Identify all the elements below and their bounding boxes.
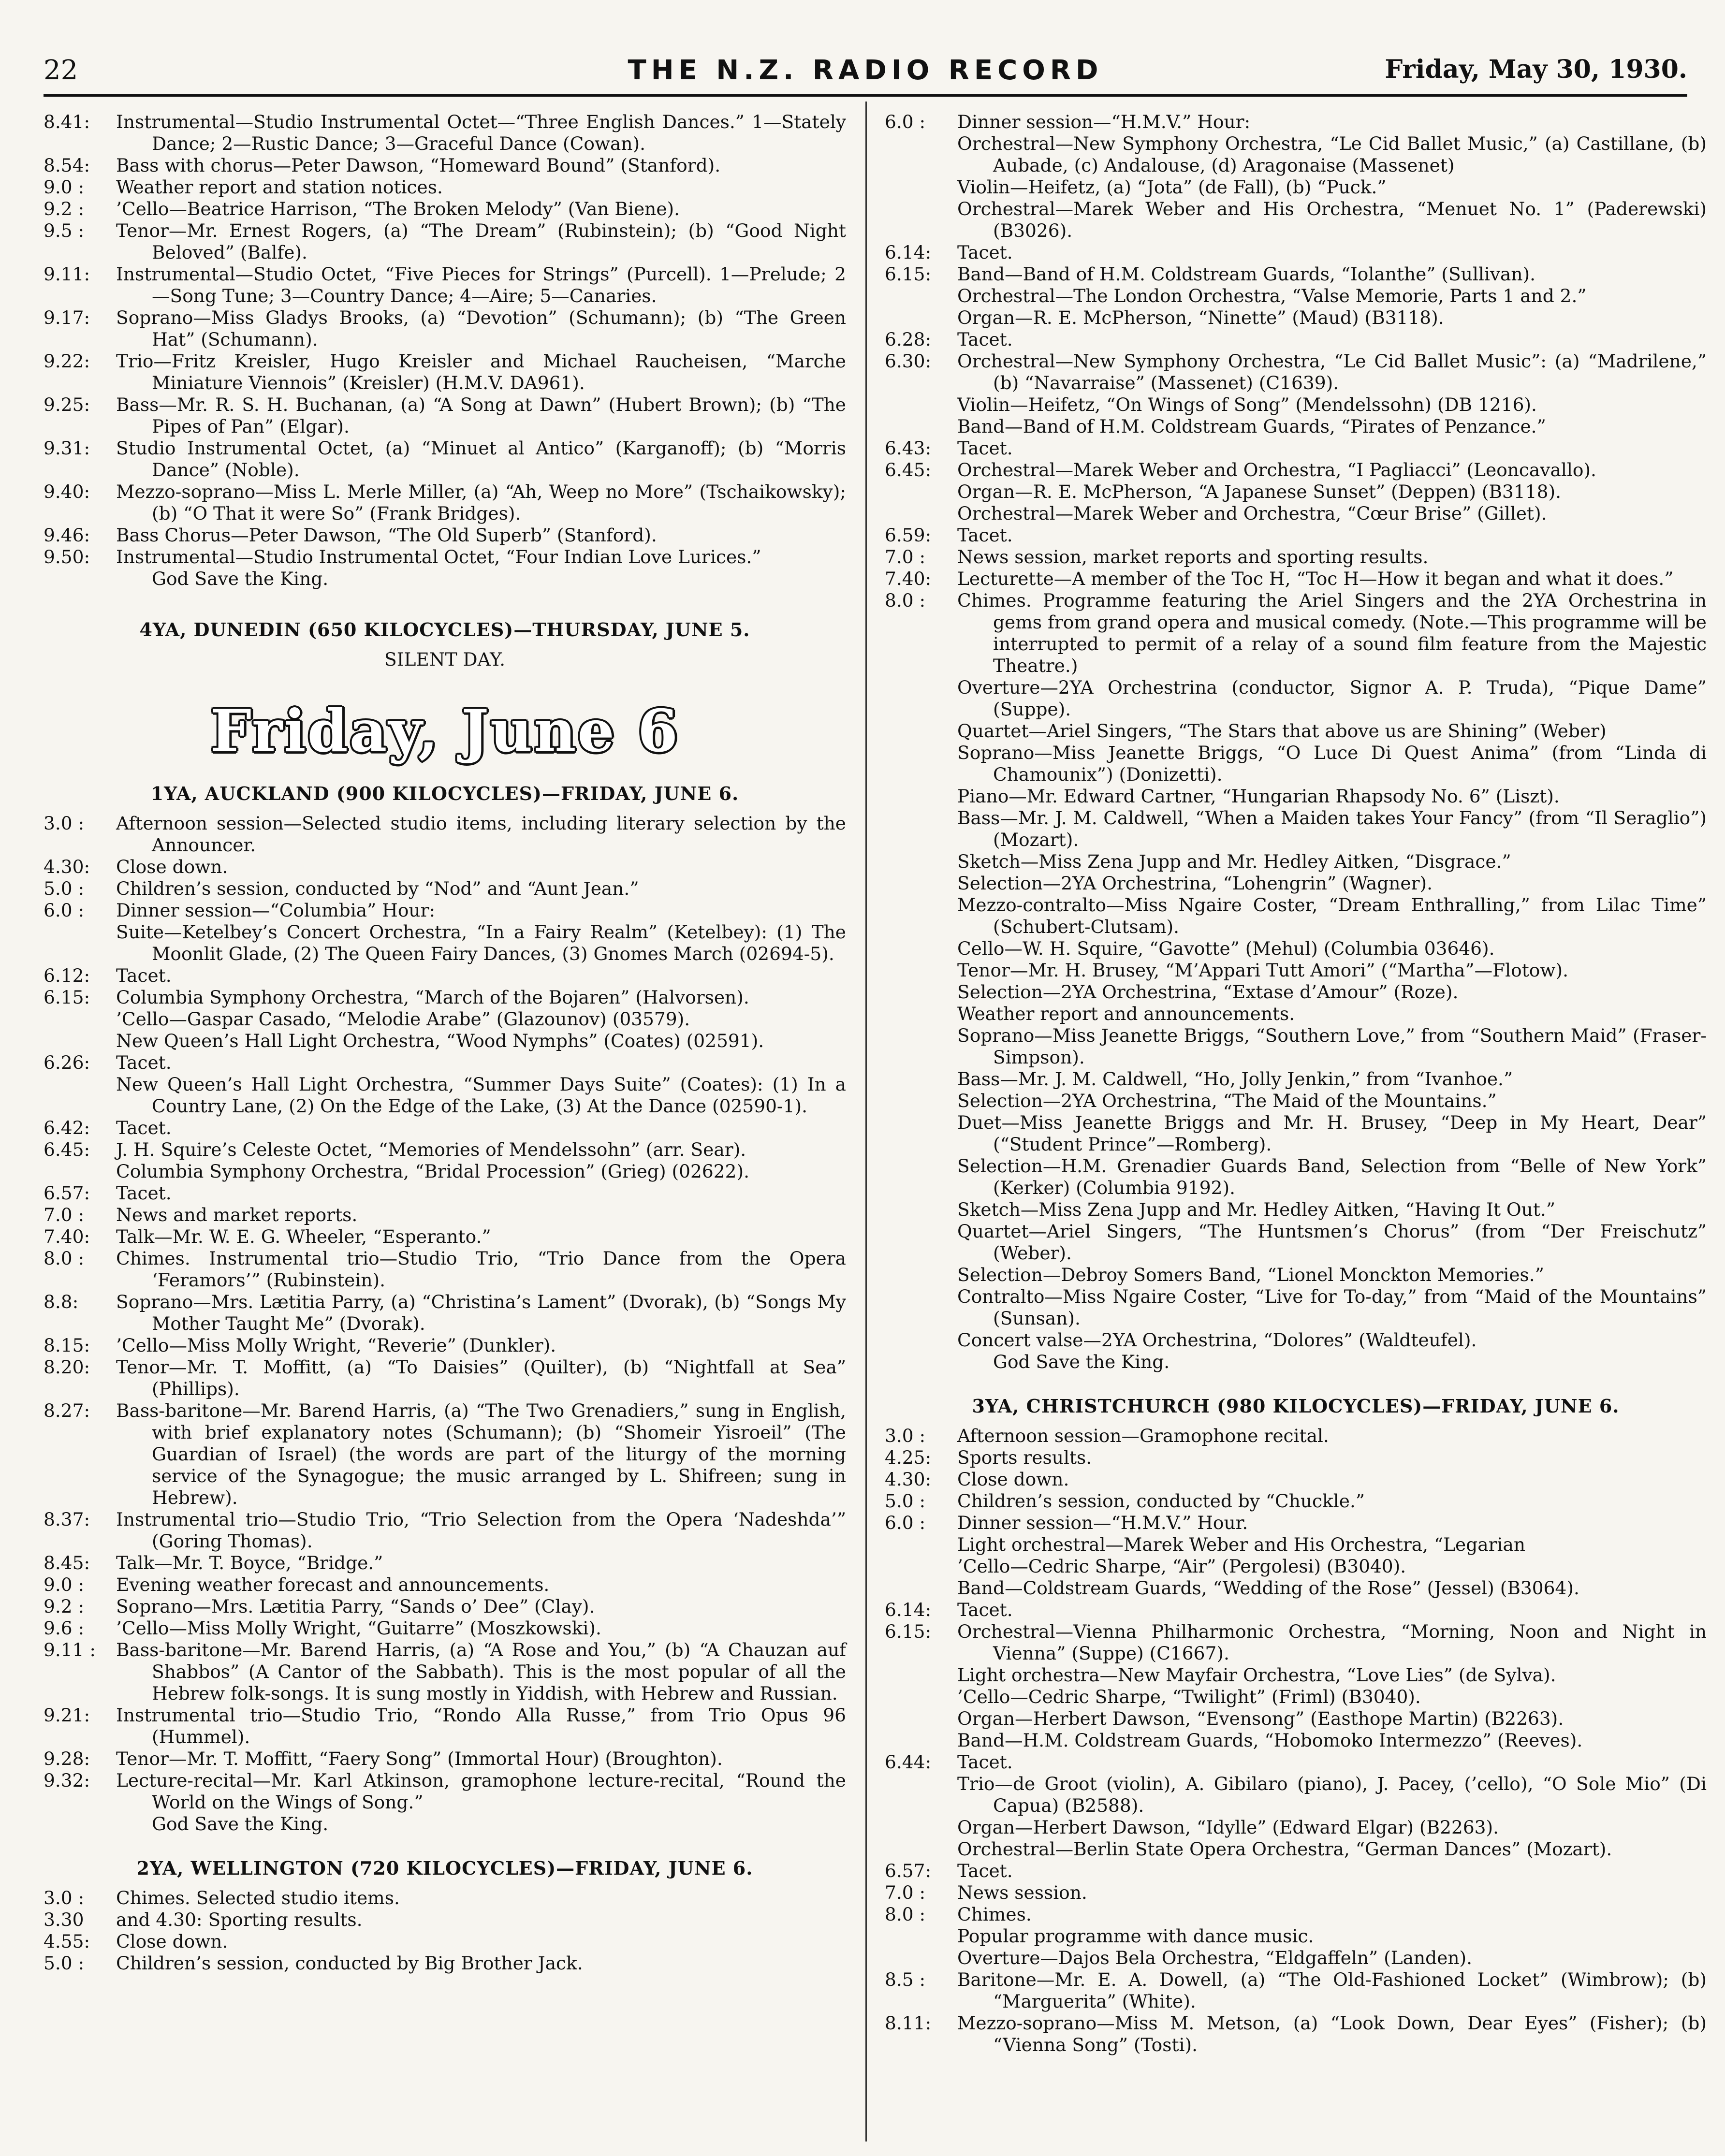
programme-subentry: Bass—Mr. J. M. Caldwell, “Ho, Jolly Jenkin,” from “Ivanhoe.” bbox=[957, 1068, 1513, 1090]
entry-text: Tacet. bbox=[116, 1117, 172, 1138]
programme-entry bbox=[885, 1751, 1707, 1773]
entry-time: 3.0 : bbox=[44, 813, 85, 834]
station-heading-auckland: 1YA, AUCKLAND (900 KILOCYCLES)—FRIDAY, JUNE 6. bbox=[150, 783, 739, 804]
entry-time: 6.57: bbox=[885, 1860, 932, 1881]
silent-day-note: SILENT DAY. bbox=[384, 649, 505, 670]
entry-time: 6.26: bbox=[44, 1052, 90, 1073]
entry-text: News and market reports. bbox=[116, 1204, 358, 1225]
programme-entry bbox=[885, 459, 1707, 481]
entry-time: 6.12: bbox=[44, 965, 90, 986]
entry-time: 9.46: bbox=[44, 524, 90, 546]
entry-text: Close down. bbox=[116, 856, 228, 877]
entry-text: Instrumental trio—Studio Trio, “Rondo Alla Russe,” from Trio Opus 96 (Hummel). bbox=[116, 1704, 846, 1748]
entry-text: Tacet. bbox=[957, 1751, 1013, 1773]
entry-text: Orchestral—Marek Weber and Orchestra, “I Pagliacci” (Leoncavallo). bbox=[957, 459, 1596, 481]
programme-subentry: Overture—2YA Orchestrina (conductor, Signor A. P. Truda), “Pique Dame” (Suppe). bbox=[957, 677, 1707, 720]
programme-subentry: Organ—R. E. McPherson, “A Japanese Sunset” (Deppen) (B3118). bbox=[957, 481, 1562, 502]
programme-subentry: Organ—Herbert Dawson, “Idylle” (Edward Elgar) (B2263). bbox=[957, 1817, 1499, 1838]
programme-entry bbox=[44, 1182, 846, 1204]
programme-subentry: Selection—2YA Orchestrina, “Lohengrin” (Wagner). bbox=[957, 873, 1433, 894]
programme-entry bbox=[44, 1139, 846, 1161]
entry-time: 6.57: bbox=[44, 1182, 90, 1204]
programme-entry bbox=[885, 263, 1707, 285]
entry-time: 9.2 : bbox=[44, 1596, 85, 1617]
entry-text: Talk—Mr. T. Boyce, “Bridge.” bbox=[116, 1552, 383, 1573]
programme-subentry: Selection—Debroy Somers Band, “Lionel Monckton Memories.” bbox=[957, 1264, 1544, 1285]
programme-subentry: Soprano—Miss Jeanette Briggs, “Southern Love,” from “Southern Maid” (Fraser-Simpson). bbox=[957, 1025, 1707, 1068]
programme-subentry: Overture—Dajos Bela Orchestra, “Eldgaffeln” (Landen). bbox=[957, 1947, 1473, 1968]
programme-entry bbox=[44, 546, 846, 568]
entry-time: 8.54: bbox=[44, 155, 90, 176]
entry-text: Lecturette—A member of the Toc H, “Toc H—How it began and what it does.” bbox=[957, 568, 1674, 589]
entry-text: Children’s session, conducted by “Chuckle.” bbox=[957, 1490, 1365, 1512]
programme-entry bbox=[885, 242, 1707, 263]
programme-entry bbox=[885, 2012, 1707, 2056]
entry-time: 6.45: bbox=[885, 459, 932, 481]
entry-text: Bass-baritone—Mr. Barend Harris, (a) “A Rose and You,” (b) “A Chauzan auf Shabbos” (A Cantor of the Sabbath). This is the most popular of all the Hebrew folk-songs. It is sung mostly in Yiddish, with Hebrew and Russian. bbox=[116, 1639, 846, 1704]
programme-subentry: Orchestral—Berlin State Opera Orchestra, “German Dances” (Mozart). bbox=[957, 1838, 1612, 1860]
programme-subentry: Light orchestra—New Mayfair Orchestra, “Love Lies” (de Sylva). bbox=[957, 1664, 1556, 1686]
programme-subentry: Mezzo-contralto—Miss Ngaire Coster, “Dream Enthralling,” from Lilac Time” (Schubert-Clutsam). bbox=[957, 894, 1707, 937]
entry-time: 9.2 : bbox=[44, 198, 85, 219]
programme-subentry: Violin—Heifetz, “On Wings of Song” (Mendelssohn) (DB 1216). bbox=[957, 394, 1537, 415]
programme-entry bbox=[44, 987, 846, 1008]
entry-time: 7.0 : bbox=[44, 1204, 85, 1225]
programme-entry bbox=[44, 1335, 846, 1356]
entry-text: and 4.30: Sporting results. bbox=[116, 1909, 363, 1930]
programme-subentry: Tenor—Mr. H. Brusey, “M’Appari Tutt Amori” (“Martha”—Flotow). bbox=[957, 960, 1568, 981]
closing-line: God Save the King. bbox=[152, 568, 329, 589]
entry-time: 6.44: bbox=[885, 1751, 932, 1773]
entry-text: Tenor—Mr. Ernest Rogers, (a) “The Dream” (Rubinstein); (b) “Good Night Beloved” (Balfe). bbox=[116, 220, 846, 263]
entry-text: Band—Band of H.M. Coldstream Guards, “Iolanthe” (Sullivan). bbox=[957, 263, 1536, 285]
programme-entry bbox=[44, 1770, 846, 1813]
entry-text: Tacet. bbox=[957, 1599, 1013, 1620]
entry-time: 8.45: bbox=[44, 1552, 90, 1573]
entry-time: 8.11: bbox=[885, 2012, 932, 2034]
entry-time: 8.0 : bbox=[885, 1904, 926, 1925]
programme-subentry: Concert valse—2YA Orchestrina, “Dolores” (Waldteufel). bbox=[957, 1329, 1477, 1351]
programme-subentry: Orchestral—New Symphony Orchestra, “Le Cid Ballet Music,” (a) Castillane, (b) Aubade, (c) Andalouse, (d) Aragonaise (Massenet) bbox=[957, 133, 1707, 176]
programme-entry bbox=[885, 1882, 1707, 1904]
entry-text: Dinner session—“H.M.V.” Hour: bbox=[957, 111, 1251, 132]
entry-time: 9.40: bbox=[44, 481, 90, 502]
entry-time: 6.59: bbox=[885, 524, 932, 546]
entry-time: 5.0 : bbox=[44, 1952, 85, 1974]
entry-time: 6.0 : bbox=[885, 111, 926, 132]
entry-time: 6.14: bbox=[885, 242, 932, 263]
programme-subentry: Weather report and announcements. bbox=[957, 1003, 1295, 1024]
programme-entry bbox=[885, 1447, 1707, 1469]
entry-text: Chimes. bbox=[957, 1904, 1032, 1925]
programme-list-top bbox=[44, 111, 846, 568]
entry-text: Tacet. bbox=[116, 1182, 172, 1204]
page-header bbox=[44, 51, 1687, 97]
programme-entry bbox=[44, 900, 846, 921]
programme-entry bbox=[885, 111, 1707, 133]
entry-text: Instrumental—Studio Instrumental Octet, “Four Indian Love Lurices.” bbox=[116, 546, 761, 568]
programme-subentry: Violin—Heifetz, (a) “Jota” (de Fall), (b) “Puck.” bbox=[957, 176, 1387, 198]
entry-text: J. H. Squire’s Celeste Octet, “Memories of Mendelssohn” (arr. Sear). bbox=[116, 1139, 746, 1160]
entry-text: Instrumental trio—Studio Trio, “Trio Selection from the Opera ‘Nadeshda’” (Goring Thomas). bbox=[116, 1509, 846, 1552]
programme-entry bbox=[44, 1952, 846, 1974]
programme-entry bbox=[44, 813, 846, 856]
programme-entry bbox=[44, 1204, 846, 1226]
entry-text: Tacet. bbox=[957, 437, 1013, 459]
entry-text: ’Cello—Miss Molly Wright, “Guitarre” (Moszkowski). bbox=[116, 1617, 601, 1639]
programme-subentry: Soprano—Miss Jeanette Briggs, “O Luce Di Quest Anima” (from “Linda di Chamounix”) (Donizetti). bbox=[957, 742, 1707, 785]
entry-text: Dinner session—“H.M.V.” Hour. bbox=[957, 1512, 1248, 1533]
programme-entry bbox=[885, 568, 1707, 590]
entry-time: 7.40: bbox=[44, 1226, 90, 1247]
programme-entry bbox=[885, 1512, 1707, 1534]
entry-time: 9.22: bbox=[44, 350, 90, 372]
closing-line: God Save the King. bbox=[152, 1813, 329, 1835]
entry-text: Columbia Symphony Orchestra, “March of the Bojaren” (Halvorsen). bbox=[116, 987, 749, 1008]
entry-time: 6.0 : bbox=[44, 900, 85, 921]
entry-text: Chimes. Instrumental trio—Studio Trio, “Trio Dance from the Opera ‘Feramors’” (Rubinstein). bbox=[116, 1248, 846, 1291]
programme-entry bbox=[44, 1509, 846, 1552]
programme-entry bbox=[44, 481, 846, 524]
entry-text: Mezzo-soprano—Miss L. Merle Miller, (a) “Ah, Weep no More” (Tschaikowsky); (b) “O That it were So” (Frank Bridges). bbox=[116, 481, 846, 524]
entry-text: Children’s session, conducted by Big Brother Jack. bbox=[116, 1952, 583, 1974]
entry-time: 8.41: bbox=[44, 111, 90, 132]
programme-subentry: Selection—H.M. Grenadier Guards Band, Selection from “Belle of New York” (Kerker) (Columbia 9192). bbox=[957, 1155, 1707, 1198]
entry-time: 4.55: bbox=[44, 1931, 90, 1952]
programme-subentry: Piano—Mr. Edward Cartner, “Hungarian Rhapsody No. 6” (Liszt). bbox=[957, 786, 1560, 807]
programme-list-wellington-cont bbox=[885, 111, 1707, 1351]
station-heading-wellington: 2YA, WELLINGTON (720 KILOCYCLES)—FRIDAY, JUNE 6. bbox=[136, 1857, 753, 1879]
programme-entry bbox=[44, 856, 846, 878]
entry-time: 9.6 : bbox=[44, 1617, 85, 1639]
entry-text: Tacet. bbox=[957, 524, 1013, 546]
entry-time: 8.37: bbox=[44, 1509, 90, 1530]
entry-text: Bass—Mr. R. S. H. Buchanan, (a) “A Song at Dawn” (Hubert Brown); (b) “The Pipes of Pan” (Elgar). bbox=[116, 394, 846, 437]
programme-subentry: Orchestral—Marek Weber and Orchestra, “Cœur Brise” (Gillet). bbox=[957, 503, 1547, 524]
programme-subentry: Selection—2YA Orchestrina, “Extase d’Amour” (Roze). bbox=[957, 981, 1459, 1003]
programme-entry bbox=[44, 1356, 846, 1400]
entry-time: 6.14: bbox=[885, 1599, 932, 1620]
entry-text: Tacet. bbox=[957, 1860, 1013, 1881]
programme-list-wellington bbox=[44, 1887, 846, 1974]
station-heading-christchurch: 3YA, CHRISTCHURCH (980 KILOCYCLES)—FRIDAY, JUNE 6. bbox=[972, 1395, 1620, 1417]
entry-text: Close down. bbox=[957, 1469, 1069, 1490]
entry-text: Chimes. Selected studio items. bbox=[116, 1887, 400, 1908]
programme-entry bbox=[44, 1291, 846, 1335]
programme-entry bbox=[44, 1748, 846, 1770]
entry-time: 6.0 : bbox=[885, 1512, 926, 1533]
entry-time: 7.40: bbox=[885, 568, 932, 589]
programme-entry bbox=[44, 1887, 846, 1909]
entry-time: 8.5 : bbox=[885, 1969, 926, 1990]
entry-time: 8.27: bbox=[44, 1400, 90, 1421]
programme-subentry: Contralto—Miss Ngaire Coster, “Live for To-day,” from “Maid of the Mountains” (Sunsan). bbox=[957, 1286, 1707, 1329]
closing-line: God Save the King. bbox=[993, 1351, 1170, 1372]
entry-time: 9.31: bbox=[44, 437, 90, 459]
entry-text: ’Cello—Beatrice Harrison, “The Broken Melody” (Van Biene). bbox=[116, 198, 680, 219]
programme-entry bbox=[44, 1400, 846, 1509]
programme-entry bbox=[44, 307, 846, 350]
entry-text: Afternoon session—Gramophone recital. bbox=[957, 1425, 1329, 1446]
entry-text: Soprano—Miss Gladys Brooks, (a) “Devotion” (Schumann); (b) “The Green Hat” (Schumann). bbox=[116, 307, 846, 350]
programme-entry bbox=[44, 111, 846, 155]
entry-time: 4.30: bbox=[44, 856, 90, 877]
entry-time: 4.25: bbox=[885, 1447, 932, 1468]
programme-entry bbox=[44, 394, 846, 437]
programme-subentry: New Queen’s Hall Light Orchestra, “Summer Days Suite” (Coates): (1) In a Country Lane, (2) On the Edge of the Lake, (3) At the Dance (02590-1). bbox=[116, 1074, 846, 1117]
programme-subentry: Band—H.M. Coldstream Guards, “Hobomoko Intermezzo” (Reeves). bbox=[957, 1730, 1583, 1751]
entry-text: Lecture-recital—Mr. Karl Atkinson, gramophone lecture-recital, “Round the World on the Wings of Song.” bbox=[116, 1770, 846, 1813]
programme-subentry: Band—Coldstream Guards, “Wedding of the Rose” (Jessel) (B3064). bbox=[957, 1577, 1579, 1599]
entry-time: 9.28: bbox=[44, 1748, 90, 1769]
entry-time: 9.11 : bbox=[44, 1639, 96, 1661]
entry-time: 8.0 : bbox=[44, 1248, 85, 1269]
entry-time: 9.0 : bbox=[44, 1574, 85, 1595]
programme-subentry: New Queen’s Hall Light Orchestra, “Wood Nymphs” (Coates) (02591). bbox=[116, 1030, 764, 1051]
entry-text: Instrumental—Studio Octet, “Five Pieces for Strings” (Purcell). 1—Prelude; 2—Song Tune; 3—Country Dance; 4—Aire; 5—Canaries. bbox=[116, 263, 846, 306]
programme-entry bbox=[44, 524, 846, 546]
publication-title: THE N.Z. RADIO RECORD bbox=[628, 55, 1103, 86]
issue-date: Friday, May 30, 1930. bbox=[1385, 55, 1687, 84]
programme-subentry: Bass—Mr. J. M. Caldwell, “When a Maiden takes Your Fancy” (from “Il Seraglio”) (Mozart). bbox=[957, 807, 1707, 850]
programme-subentry: Quartet—Ariel Singers, “The Huntsmen’s Chorus” (from “Der Freischutz” (Weber). bbox=[957, 1221, 1707, 1264]
programme-entry bbox=[885, 437, 1707, 459]
programme-entry bbox=[885, 329, 1707, 350]
entry-time: 7.0 : bbox=[885, 1882, 926, 1903]
entry-text: Close down. bbox=[116, 1931, 228, 1952]
entry-time: 7.0 : bbox=[885, 546, 926, 568]
programme-entry bbox=[44, 1617, 846, 1639]
programme-entry bbox=[44, 176, 846, 198]
programme-entry bbox=[44, 1552, 846, 1574]
programme-subentry: Band—Band of H.M. Coldstream Guards, “Pirates of Penzance.” bbox=[957, 416, 1546, 437]
programme-entry bbox=[885, 1425, 1707, 1447]
entry-text: Weather report and station notices. bbox=[116, 176, 443, 198]
programme-subentry: Trio—de Groot (violin), A. Gibilaro (piano), J. Pacey, (’cello), “O Sole Mio” (Di Capua) (B2588). bbox=[957, 1773, 1707, 1816]
entry-text: Tenor—Mr. T. Moffitt, “Faery Song” (Immortal Hour) (Broughton). bbox=[116, 1748, 723, 1769]
entry-text: Soprano—Mrs. Lætitia Parry, (a) “Christina’s Lament” (Dvorak), (b) “Songs My Mother Taught Me” (Dvorak). bbox=[116, 1291, 846, 1334]
programme-entry bbox=[44, 220, 846, 263]
programme-entry bbox=[44, 437, 846, 481]
entry-text: Tacet. bbox=[957, 329, 1013, 350]
left-column bbox=[44, 111, 846, 1974]
entry-time: 9.50: bbox=[44, 546, 90, 568]
programme-entry bbox=[885, 524, 1707, 546]
programme-entry bbox=[44, 1596, 846, 1617]
programme-entry bbox=[44, 1574, 846, 1596]
programme-entry bbox=[885, 1490, 1707, 1512]
day-heading: Friday, June 6 bbox=[210, 697, 680, 765]
entry-text: Evening weather forecast and announcements. bbox=[116, 1574, 550, 1595]
programme-subentry: Quartet—Ariel Singers, “The Stars that above us are Shining” (Weber) bbox=[957, 720, 1607, 742]
entry-time: 9.11: bbox=[44, 263, 90, 285]
programme-subentry: Organ—R. E. McPherson, “Ninette” (Maud) (B3118). bbox=[957, 307, 1444, 328]
programme-entry bbox=[44, 1052, 846, 1074]
entry-text: Mezzo-soprano—Miss M. Metson, (a) “Look Down, Dear Eyes” (Fisher); (b) “Vienna Song” (Tosti). bbox=[957, 2012, 1707, 2055]
programme-subentry: Suite—Ketelbey’s Concert Orchestra, “In a Fairy Realm” (Ketelbey): (1) The Moonlit Glade, (2) The Queen Fairy Dances, (3) Gnomes March (02694-5). bbox=[116, 921, 846, 964]
programme-subentry: Selection—2YA Orchestrina, “The Maid of the Mountains.” bbox=[957, 1090, 1497, 1111]
entry-time: 3.0 : bbox=[44, 1887, 85, 1908]
entry-text: News session, market reports and sporting results. bbox=[957, 546, 1429, 568]
programme-subentry: Orchestral—Marek Weber and His Orchestra, “Menuet No. 1” (Paderewski) (B3026). bbox=[957, 198, 1707, 241]
entry-text: Tacet. bbox=[116, 965, 172, 986]
programme-entry bbox=[885, 1469, 1707, 1490]
right-column bbox=[885, 111, 1707, 2056]
entry-text: Orchestral—New Symphony Orchestra, “Le Cid Ballet Music”: (a) “Madrilene,” (b) “Navarraise” (Massenet) (C1639). bbox=[957, 350, 1707, 393]
entry-text: Tenor—Mr. T. Moffitt, (a) “To Daisies” (Quilter), (b) “Nightfall at Sea” (Phillips). bbox=[116, 1356, 846, 1399]
programme-entry bbox=[44, 1639, 846, 1704]
entry-text: Children’s session, conducted by “Nod” and “Aunt Jean.” bbox=[116, 878, 639, 899]
column-divider bbox=[865, 102, 867, 2141]
programme-entry bbox=[44, 198, 846, 220]
entry-time: 4.30: bbox=[885, 1469, 932, 1490]
entry-text: ’Cello—Miss Molly Wright, “Reverie” (Dunkler). bbox=[116, 1335, 556, 1356]
programme-subentry: Sketch—Miss Zena Jupp and Mr. Hedley Aitken, “Having It Out.” bbox=[957, 1199, 1555, 1220]
entry-time: 6.15: bbox=[44, 987, 90, 1008]
entry-text: Talk—Mr. W. E. G. Wheeler, “Esperanto.” bbox=[116, 1226, 491, 1247]
entry-time: 8.8: bbox=[44, 1291, 79, 1312]
page-number: 22 bbox=[44, 55, 78, 86]
programme-entry bbox=[44, 1248, 846, 1291]
entry-text: Studio Instrumental Octet, (a) “Minuet al Antico” (Karganoff); (b) “Morris Dance” (Noble). bbox=[116, 437, 846, 481]
programme-entry bbox=[44, 1704, 846, 1748]
entry-time: 9.21: bbox=[44, 1704, 90, 1726]
entry-time: 6.45: bbox=[44, 1139, 90, 1160]
entry-time: 9.32: bbox=[44, 1770, 90, 1791]
programme-entry bbox=[885, 1599, 1707, 1621]
entry-time: 5.0 : bbox=[44, 878, 85, 899]
programme-subentry: Sketch—Miss Zena Jupp and Mr. Hedley Aitken, “Disgrace.” bbox=[957, 851, 1511, 872]
programme-subentry: ’Cello—Cedric Sharpe, “Twilight” (Friml) (B3040). bbox=[957, 1686, 1421, 1707]
programme-subentry: Light orchestral—Marek Weber and His Orchestra, “Legarian bbox=[957, 1534, 1526, 1555]
programme-entry bbox=[885, 1969, 1707, 2012]
entry-time: 8.0 : bbox=[885, 590, 926, 611]
entry-text: Chimes. Programme featuring the Ariel Singers and the 2YA Orchestrina in gems from grand opera and musical comedy. (Note.—This programme will be interrupted to permit of a relay of a sound film feature from the Majestic Theatre.) bbox=[957, 590, 1707, 676]
entry-time: 6.15: bbox=[885, 1621, 932, 1642]
programme-entry bbox=[885, 1904, 1707, 1925]
programme-entry bbox=[885, 1621, 1707, 1664]
entry-text: Dinner session—“Columbia” Hour: bbox=[116, 900, 436, 921]
entry-time: 8.20: bbox=[44, 1356, 90, 1378]
entry-time: 9.0 : bbox=[44, 176, 85, 198]
entry-text: Soprano—Mrs. Lætitia Parry, “Sands o’ Dee” (Clay). bbox=[116, 1596, 595, 1617]
entry-text: Bass with chorus—Peter Dawson, “Homeward Bound” (Stanford). bbox=[116, 155, 721, 176]
entry-text: Instrumental—Studio Instrumental Octet—“Three English Dances.” 1—Stately Dance; 2—Rustic Dance; 3—Graceful Dance (Cowan). bbox=[116, 111, 846, 154]
programme-subentry: Cello—W. H. Squire, “Gavotte” (Mehul) (Columbia 03646). bbox=[957, 938, 1495, 959]
programme-subentry: Columbia Symphony Orchestra, “Bridal Procession” (Grieg) (02622). bbox=[116, 1161, 750, 1182]
programme-entry bbox=[885, 350, 1707, 394]
entry-time: 6.15: bbox=[885, 263, 932, 285]
programme-entry bbox=[44, 1931, 846, 1952]
programme-subentry: Organ—Herbert Dawson, “Evensong” (Easthope Martin) (B2263). bbox=[957, 1708, 1564, 1729]
programme-subentry: Popular programme with dance music. bbox=[957, 1925, 1314, 1947]
programme-subentry: Duet—Miss Jeanette Briggs and Mr. H. Brusey, “Deep in My Heart, Dear” (“Student Prince”—Romberg). bbox=[957, 1112, 1707, 1155]
entry-time: 6.42: bbox=[44, 1117, 90, 1138]
entry-text: Sports results. bbox=[957, 1447, 1092, 1468]
programme-entry bbox=[44, 263, 846, 307]
programme-entry bbox=[44, 155, 846, 176]
entry-time: 9.5 : bbox=[44, 220, 85, 241]
entry-time: 6.30: bbox=[885, 350, 932, 372]
entry-time: 6.28: bbox=[885, 329, 932, 350]
programme-entry bbox=[885, 546, 1707, 568]
programme-entry bbox=[44, 1117, 846, 1139]
programme-entry bbox=[885, 590, 1707, 677]
entry-text: Afternoon session—Selected studio items, including literary selection by the Announcer. bbox=[116, 813, 846, 856]
programme-entry bbox=[44, 350, 846, 394]
entry-text: Baritone—Mr. E. A. Dowell, (a) “The Old-Fashioned Locket” (Wimbrow); (b) “Marguerita” (White). bbox=[957, 1969, 1707, 2012]
station-heading-dunedin: 4YA, DUNEDIN (650 KILOCYCLES)—THURSDAY, JUNE 5. bbox=[139, 619, 750, 641]
entry-time: 9.25: bbox=[44, 394, 90, 415]
entry-text: Bass Chorus—Peter Dawson, “The Old Superb” (Stanford). bbox=[116, 524, 657, 546]
entry-text: Tacet. bbox=[957, 242, 1013, 263]
programme-subentry: ’Cello—Cedric Sharpe, “Air” (Pergolesi) (B3040). bbox=[957, 1556, 1406, 1577]
programme-entry bbox=[44, 1909, 846, 1931]
programme-entry bbox=[44, 965, 846, 987]
entry-text: Tacet. bbox=[116, 1052, 172, 1073]
entry-time: 8.15: bbox=[44, 1335, 90, 1356]
programme-list-christchurch bbox=[885, 1425, 1707, 2056]
entry-time: 3.30 bbox=[44, 1909, 84, 1930]
entry-time: 3.0 : bbox=[885, 1425, 926, 1446]
programme-entry bbox=[885, 1860, 1707, 1882]
entry-time: 6.43: bbox=[885, 437, 932, 459]
entry-text: Trio—Fritz Kreisler, Hugo Kreisler and Michael Raucheisen, “Marche Miniature Viennois” (Kreisler) (H.M.V. DA961). bbox=[116, 350, 846, 393]
entry-text: News session. bbox=[957, 1882, 1087, 1903]
programme-subentry: ’Cello—Gaspar Casado, “Melodie Arabe” (Glazounov) (03579). bbox=[116, 1008, 690, 1030]
programme-subentry: Orchestral—The London Orchestra, “Valse Memorie, Parts 1 and 2.” bbox=[957, 285, 1587, 306]
programme-entry bbox=[44, 878, 846, 900]
programme-list-auckland bbox=[44, 813, 846, 1813]
entry-time: 9.17: bbox=[44, 307, 90, 328]
entry-text: Orchestral—Vienna Philharmonic Orchestra, “Morning, Noon and Night in Vienna” (Suppe) (C1667). bbox=[957, 1621, 1707, 1664]
entry-text: Bass-baritone—Mr. Barend Harris, (a) “The Two Grenadiers,” sung in English, with brief explanatory notes (Schumann); (b) “Shomeir Yisroeil” (The Guardian of Israel) (the words are part of the liturgy of the morning service of the Synagogue; the music arranged by L. Shifreen; sung in Hebrew). bbox=[116, 1400, 846, 1508]
programme-entry bbox=[44, 1226, 846, 1248]
entry-time: 5.0 : bbox=[885, 1490, 926, 1512]
